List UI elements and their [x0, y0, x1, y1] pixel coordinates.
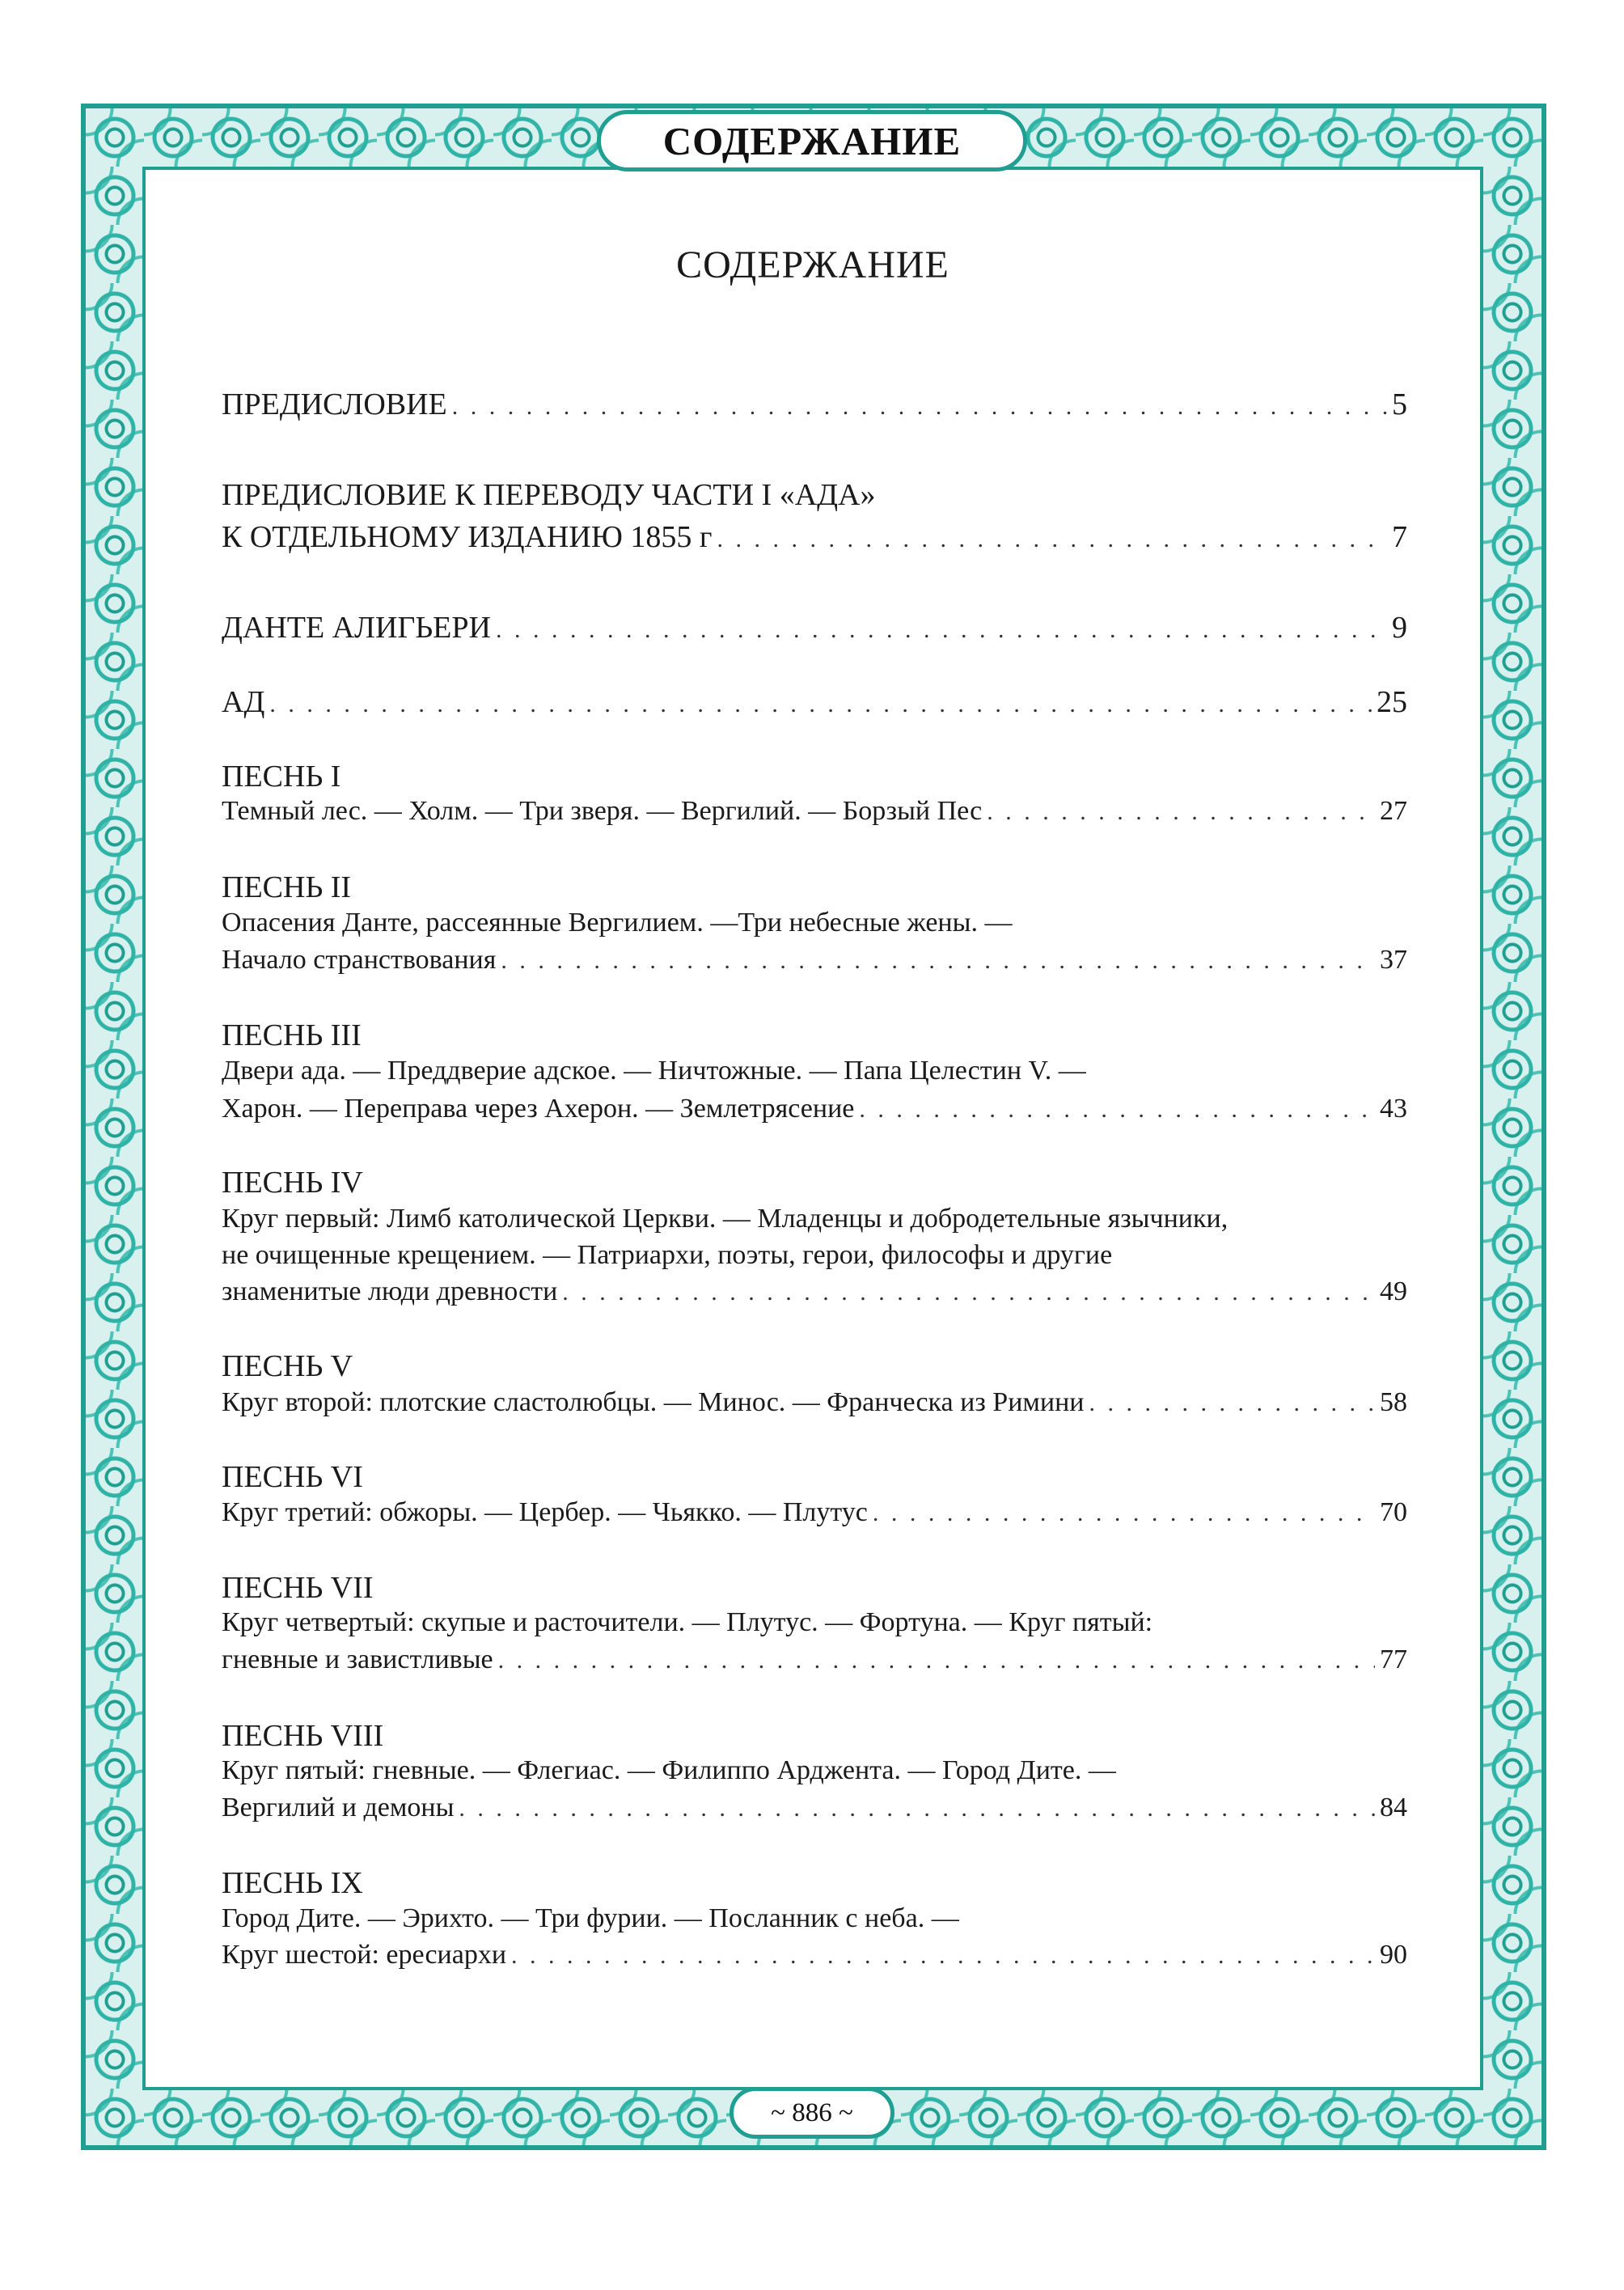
dot-leader [452, 393, 1387, 421]
canto-summary: Двери ада. — Преддверие адское. — Ничтожные. — Папа Целестин V. — [222, 1056, 1086, 1086]
page-title: СОДЕРЖАНИЕ [676, 243, 949, 286]
canto-heading-text: ПЕСНЬ IV [222, 1166, 363, 1200]
toc-entry-title: АД [222, 685, 265, 719]
toc-page-number: 27 [1380, 796, 1407, 826]
canto-summary: знаменитые люди древности [222, 1276, 558, 1306]
dot-leader [269, 691, 1372, 718]
canto-heading [222, 1165, 1407, 1202]
toc-page-number: 77 [1380, 1644, 1407, 1674]
toc-page-number: 25 [1377, 685, 1407, 719]
dot-leader [717, 526, 1387, 553]
dot-leader [987, 798, 1375, 826]
toc-page-number: 58 [1380, 1387, 1407, 1417]
toc-page-number: 90 [1380, 1940, 1407, 1970]
toc-page-number: 5 [1392, 387, 1407, 421]
toc-entry-dante[interactable] [222, 610, 1407, 647]
canto-summary: Круг шестой: ересиархи [222, 1940, 507, 1970]
canto-summary: Круг второй: плотские сластолюбцы. — Минос. — Франческа из Римини [222, 1387, 1085, 1417]
toc-page-number: 37 [1380, 945, 1407, 975]
toc-page-number: 9 [1392, 611, 1407, 645]
toc-entry-title: ПРЕДИСЛОВИЕ К ПЕРЕВОДУ ЧАСТИ I «АДА» [222, 478, 876, 512]
dot-leader [562, 1279, 1375, 1306]
toc-entry-title: ДАНТЕ АЛИГЬЕРИ [222, 611, 491, 645]
toc-page-number: 70 [1380, 1497, 1407, 1527]
canto-heading [222, 1570, 1407, 1607]
canto-summary: не очищенные крещением. — Патриархи, поэты, герои, философы и другие [222, 1240, 1113, 1270]
canto-heading-text: ПЕСНЬ I [222, 760, 341, 794]
toc-entry-canto-1[interactable] [222, 796, 1407, 833]
canto-heading-text: ПЕСНЬ III [222, 1018, 362, 1052]
canto-summary: Круг пятый: гневные. — Флегиас. — Филиппо Арджента. — Город Дите. — [222, 1755, 1116, 1785]
toc-page-number: 7 [1392, 520, 1407, 554]
canto-summary: Круг третий: обжоры. — Цербер. — Чьякко. — Плутус [222, 1497, 868, 1527]
canto-summary: Начало странствования [222, 945, 497, 975]
dot-leader [498, 1647, 1375, 1674]
canto-heading [222, 1348, 1407, 1386]
toc-entry-preface-translation-line1[interactable] [222, 477, 1407, 514]
canto-heading-text: ПЕСНЬ II [222, 870, 352, 904]
canto-summary: Опасения Данте, рассеянные Вергилием. —Три небесные жены. — [222, 908, 1013, 938]
canto-summary-line [222, 1056, 1407, 1093]
toc-entry-title: ПРЕДИСЛОВИЕ [222, 387, 447, 421]
page-number: ~ 886 ~ [771, 2097, 853, 2127]
canto-heading-text: ПЕСНЬ V [222, 1349, 353, 1383]
toc-entry-canto-6[interactable] [222, 1497, 1407, 1534]
canto-summary: Город Дите. — Эрихто. — Три фурии. — Посланник с неба. — [222, 1903, 959, 1933]
canto-heading-text: ПЕСНЬ VIII [222, 1719, 384, 1753]
canto-summary: гневные и завистливые [222, 1644, 493, 1674]
canto-heading [222, 759, 1407, 796]
canto-heading-text: ПЕСНЬ VI [222, 1460, 363, 1494]
canto-summary: Круг четвертый: скупые и расточители. — Плутус. — Фортуна. — Круг пятый: [222, 1607, 1153, 1637]
running-header-title: СОДЕРЖАНИЕ [662, 118, 962, 163]
canto-summary-line [222, 1240, 1407, 1277]
toc-entry-canto-4[interactable] [222, 1276, 1407, 1314]
toc-entry-canto-2[interactable] [222, 945, 1407, 982]
toc-entry-title: К ОТДЕЛЬНОМУ ИЗДАНИЮ 1855 г [222, 520, 713, 554]
dot-leader [1089, 1390, 1375, 1417]
canto-heading [222, 1459, 1407, 1496]
canto-summary: Круг первый: Лимб католической Церкви. — Младенцы и добродетельные язычники, [222, 1204, 1229, 1234]
canto-summary-line [222, 1755, 1407, 1793]
toc-entry-canto-9[interactable] [222, 1940, 1407, 1977]
toc-entry-canto-8[interactable] [222, 1793, 1407, 1830]
toc-page-number: 49 [1380, 1276, 1407, 1306]
running-header [597, 110, 1027, 171]
canto-summary-line [222, 1204, 1407, 1241]
toc-entry-preface-translation[interactable] [222, 519, 1407, 557]
canto-summary-line [222, 908, 1407, 945]
dot-leader [511, 1942, 1375, 1970]
dot-leader [501, 947, 1375, 975]
toc-entry-canto-5[interactable] [222, 1387, 1407, 1424]
dot-leader [873, 1500, 1375, 1527]
canto-heading-text: ПЕСНЬ IX [222, 1866, 363, 1900]
dot-leader [496, 616, 1387, 644]
canto-summary: Темный лес. — Холм. — Три зверя. — Вергилий. — Борзый Пес [222, 796, 983, 826]
page-number-plate [730, 2087, 894, 2139]
canto-summary: Харон. — Переправа через Ахерон. — Землетрясение [222, 1094, 855, 1124]
canto-summary-line [222, 1607, 1407, 1644]
canto-heading [222, 1018, 1407, 1055]
toc-entry-inferno[interactable] [222, 684, 1407, 722]
toc-page-number: 43 [1380, 1094, 1407, 1124]
canto-heading [222, 1865, 1407, 1903]
toc-entry-canto-7[interactable] [222, 1644, 1407, 1682]
canto-heading [222, 870, 1407, 907]
canto-summary: Вергилий и демоны [222, 1793, 455, 1822]
toc-page-number: 84 [1380, 1793, 1407, 1822]
canto-heading-text: ПЕСНЬ VII [222, 1571, 374, 1605]
canto-summary-line [222, 1903, 1407, 1941]
canto-heading [222, 1718, 1407, 1755]
dot-leader [459, 1795, 1375, 1822]
toc-entry-canto-3[interactable] [222, 1094, 1407, 1131]
dot-leader [859, 1096, 1375, 1124]
toc-entry-preface[interactable] [222, 387, 1407, 424]
